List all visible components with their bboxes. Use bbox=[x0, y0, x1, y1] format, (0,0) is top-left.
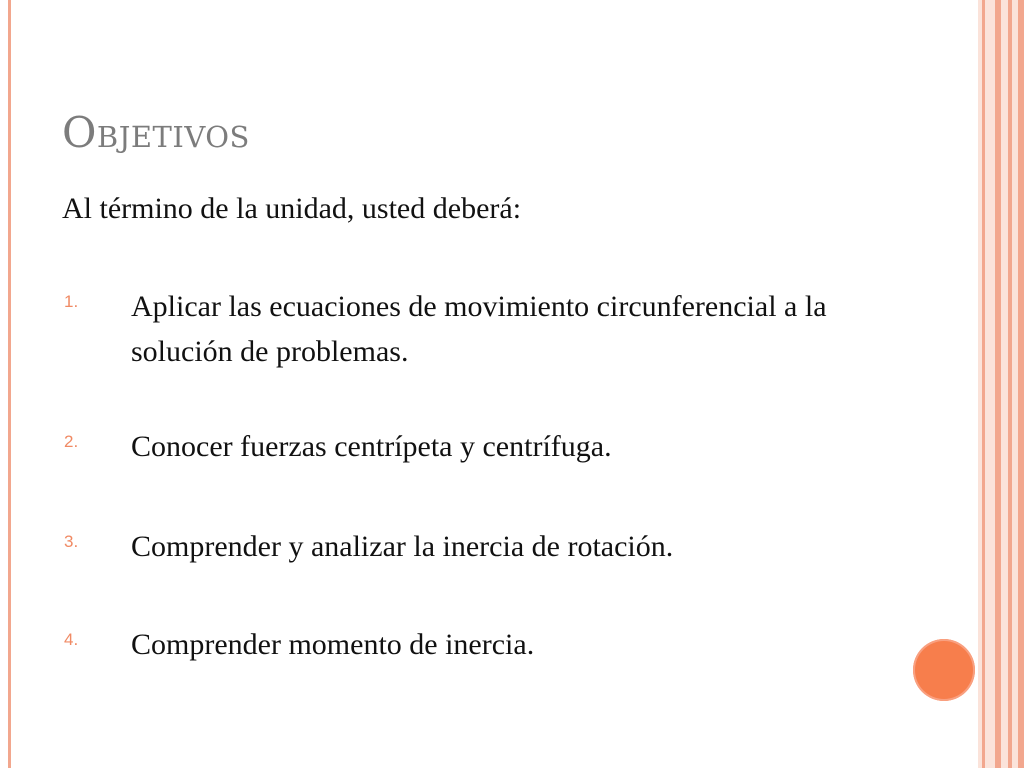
right-stripe bbox=[995, 0, 1001, 768]
objective-number: 4. bbox=[64, 630, 79, 649]
right-stripe bbox=[1008, 0, 1012, 768]
intro-text: Al término de la unidad, usted deberá: bbox=[62, 192, 522, 225]
objective-text: Aplicar las ecuaciones de movimiento circunferencial a la solución de problemas. bbox=[131, 290, 827, 368]
right-stripe bbox=[982, 0, 985, 768]
objective-number: 3. bbox=[64, 532, 79, 551]
slide-title: Objetivos bbox=[62, 108, 250, 157]
objective-number: 2. bbox=[64, 432, 79, 451]
objective-text: Comprender momento de inercia. bbox=[131, 628, 535, 661]
right-stripe bbox=[1018, 0, 1024, 768]
decorative-orange-circle bbox=[913, 639, 975, 701]
left-accent-rule bbox=[8, 0, 11, 768]
objective-text: Comprender y analizar la inercia de rotación. bbox=[131, 530, 674, 563]
objective-number: 1. bbox=[64, 292, 79, 311]
objective-text: Conocer fuerzas centrípeta y centrífuga. bbox=[131, 430, 612, 463]
